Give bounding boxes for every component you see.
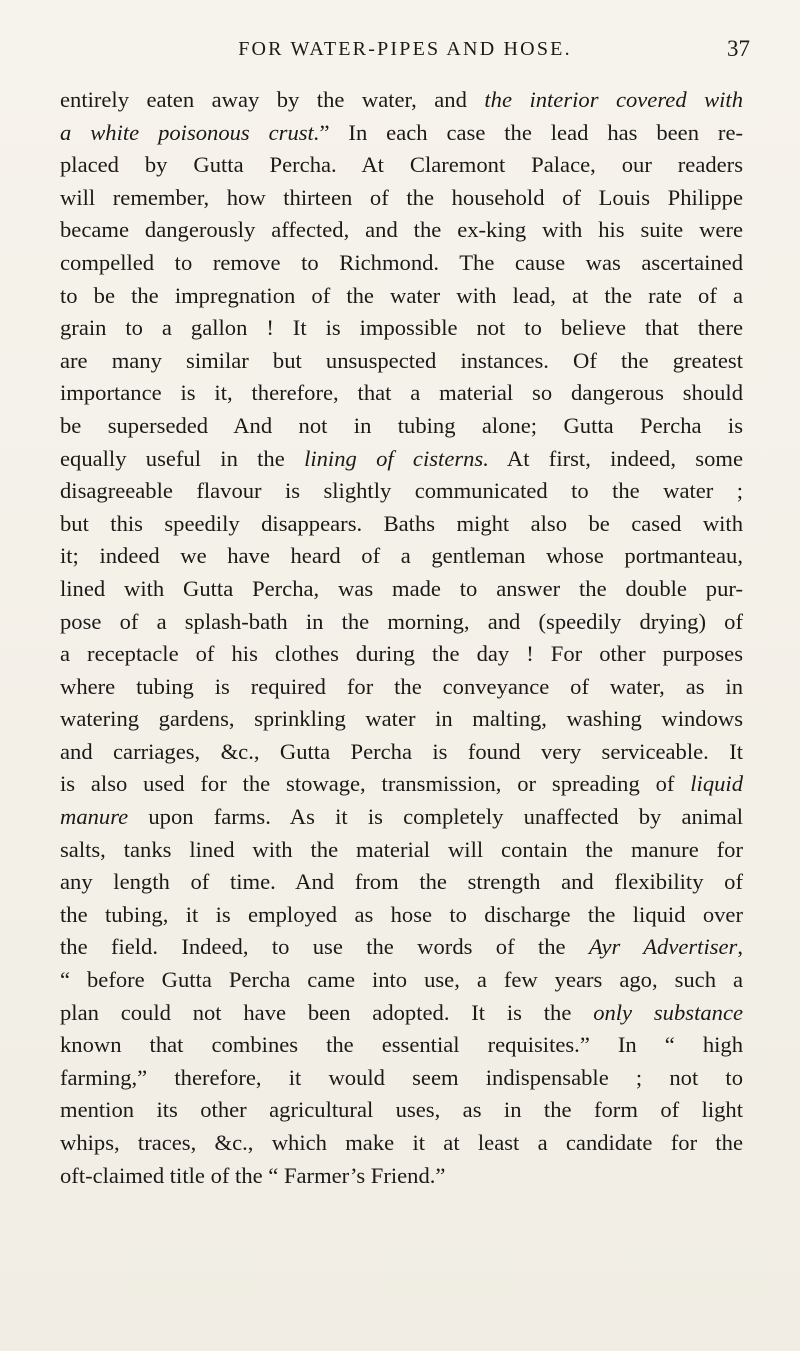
text-segment: a receptacle of his clothes during the day ! For other purposes bbox=[60, 641, 743, 667]
text-line bbox=[60, 1029, 743, 1062]
text-segment: oft-claimed title of the “ Farmer’s Friend.” bbox=[60, 1162, 446, 1188]
text-line bbox=[60, 801, 743, 834]
text-segment: mention its other agricultural uses, as in the form of light bbox=[60, 1097, 743, 1123]
text-line bbox=[60, 1127, 743, 1160]
text-line bbox=[60, 834, 743, 867]
text-segment: pose of a splash-bath in the morning, and (speedily drying) of bbox=[60, 608, 743, 634]
italic-phrase: a white poisonous crust. bbox=[60, 119, 320, 145]
text-segment: but this speedily disappears. Baths might also be cased with bbox=[60, 510, 743, 536]
text-segment: will remember, how thirteen of the household of Louis Philippe bbox=[60, 184, 743, 210]
text-segment: disagreeable flavour is slightly communicated to the water ; bbox=[60, 478, 743, 504]
text-line bbox=[60, 443, 743, 476]
text-line bbox=[60, 149, 743, 182]
text-line bbox=[60, 899, 743, 932]
italic-phrase: lining of cisterns. bbox=[304, 445, 489, 471]
italic-phrase: manure bbox=[60, 804, 129, 830]
text-line bbox=[60, 377, 743, 410]
text-line bbox=[60, 997, 743, 1030]
text-line bbox=[60, 247, 743, 280]
text-line bbox=[60, 736, 743, 769]
text-segment: salts, tanks lined with the material will contain the manure for bbox=[60, 836, 743, 862]
text-segment: entirely eaten away by the water, and bbox=[60, 87, 485, 112]
text-segment: where tubing is required for the conveyance of water, as in bbox=[60, 673, 743, 699]
text-segment: equally useful in the bbox=[60, 445, 305, 471]
body-paragraph bbox=[60, 84, 743, 1192]
text-line bbox=[60, 182, 743, 215]
text-line bbox=[60, 1094, 743, 1127]
text-segment: to be the impregnation of the water with lead, at the rate of a bbox=[60, 282, 743, 308]
text-segment: the tubing, it is employed as hose to discharge the liquid over bbox=[60, 901, 743, 927]
text-segment: upon farms. As it is completely unaffected by animal bbox=[128, 804, 743, 830]
text-line bbox=[60, 508, 743, 541]
italic-phrase: Ayr Advertiser bbox=[588, 934, 738, 960]
text-segment: ” In each case the lead has been re- bbox=[319, 119, 744, 145]
text-segment: and carriages, &c., Gutta Percha is found very serviceable. It bbox=[60, 738, 743, 764]
text-line bbox=[60, 638, 743, 671]
text-segment: placed by Gutta Percha. At Claremont Palace, our readers bbox=[60, 152, 743, 178]
text-line bbox=[60, 410, 743, 443]
text-line bbox=[60, 475, 743, 508]
text-line bbox=[60, 1062, 743, 1095]
text-segment: became dangerously affected, and the ex-king with his suite were bbox=[60, 217, 743, 243]
text-segment: are many similar but unsuspected instances. Of the greatest bbox=[60, 347, 743, 373]
text-line bbox=[60, 703, 743, 736]
text-segment: the field. Indeed, to use the words of the bbox=[60, 934, 589, 960]
text-line bbox=[60, 671, 743, 704]
text-line bbox=[60, 964, 743, 997]
text-line bbox=[60, 540, 743, 573]
text-line bbox=[60, 345, 743, 378]
text-segment: watering gardens, sprinkling water in malting, washing windows bbox=[60, 706, 743, 732]
text-segment: plan could not have been adopted. It is the bbox=[60, 999, 594, 1025]
text-segment: grain to a gallon ! It is impossible not to believe that there bbox=[60, 315, 743, 341]
running-head bbox=[60, 38, 750, 68]
text-segment: compelled to remove to Richmond. The cause was ascertained bbox=[60, 249, 743, 275]
text-line bbox=[60, 606, 743, 639]
italic-phrase: liquid bbox=[690, 771, 743, 797]
text-line bbox=[60, 866, 743, 899]
text-line bbox=[60, 84, 743, 117]
italic-phrase: the interior covered with bbox=[484, 87, 744, 112]
text-line bbox=[60, 312, 743, 345]
text-line bbox=[60, 573, 743, 606]
text-line bbox=[60, 117, 743, 150]
text-segment: is also used for the stowage, transmission, or spreading of bbox=[60, 771, 691, 797]
text-segment: “ before Gutta Percha came into use, a few years ago, such a bbox=[60, 967, 743, 993]
text-line bbox=[60, 768, 743, 801]
text-segment: be superseded And not in tubing alone; Gutta Percha is bbox=[60, 412, 743, 438]
text-line bbox=[60, 280, 743, 313]
text-segment: importance is it, therefore, that a material so dangerous should bbox=[60, 380, 743, 406]
text-line bbox=[60, 214, 743, 247]
running-title: FOR WATER-PIPES AND HOSE. bbox=[238, 38, 572, 60]
text-line bbox=[60, 931, 743, 964]
text-segment: known that combines the essential requisites.” In “ high bbox=[60, 1032, 743, 1058]
text-segment: whips, traces, &c., which make it at least a candidate for the bbox=[60, 1130, 743, 1155]
text-line bbox=[60, 1160, 743, 1193]
text-segment: At first, indeed, some bbox=[488, 445, 743, 471]
text-segment: any length of time. And from the strength and flexibility of bbox=[60, 869, 743, 895]
page-number: 37 bbox=[727, 36, 750, 61]
italic-phrase: only substance bbox=[593, 999, 744, 1025]
text-segment: lined with Gutta Percha, was made to answer the double pur- bbox=[60, 575, 743, 601]
text-segment: , bbox=[737, 934, 743, 960]
text-segment: farming,” therefore, it would seem indispensable ; not to bbox=[60, 1064, 743, 1090]
text-segment: it; indeed we have heard of a gentleman whose portmanteau, bbox=[60, 543, 743, 569]
